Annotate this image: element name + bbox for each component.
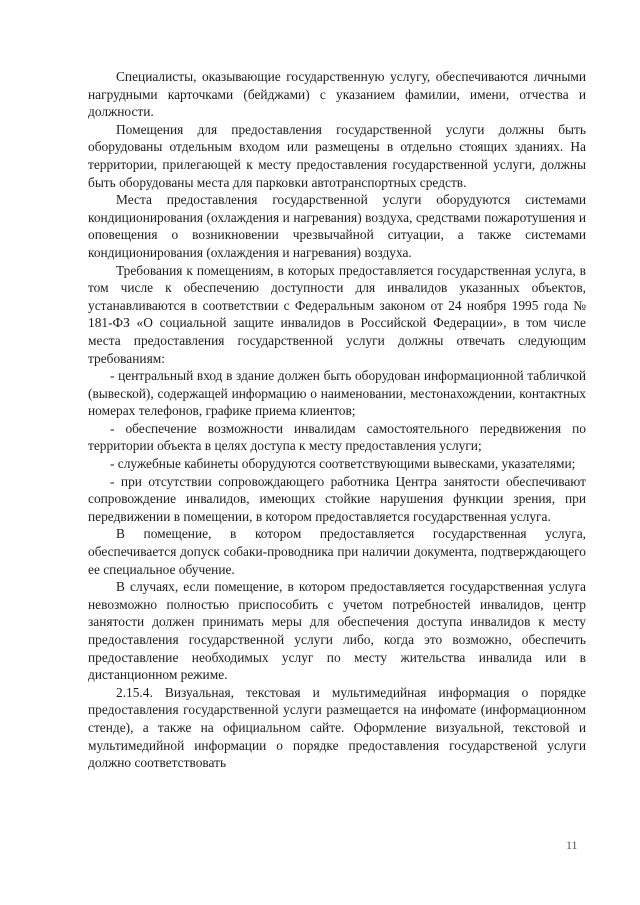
paragraph-badges: Специалисты, оказывающие государственную услугу, обеспечиваются личными нагрудными карточками (бейджами) с указанием фамилии, имени, отчества и должности.: [88, 69, 586, 120]
paragraph-accessibility-requirements: Требования к помещениям, в которых предоставляется государственная услуга, в том числе к обеспечению доступности для инвалидов указанных объектов, устанавливаются в соответствии с Федеральным законом от 24 ноября 1995 года № 181-ФЗ «О социальной защите инвалидов в Российской Федерации», в том числе места предоставления государственной услуги должны отвечать следующим требованиям:: [88, 262, 586, 366]
list-item-escort: - при отсутствии сопровождающего работника Центра занятости обеспечивают сопровождение инвалидов, имеющих стойкие нарушения функции зрения, при передвижении в помещении, в котором предоставляется государственная услуга.: [88, 473, 586, 524]
paragraph-premises-systems: Места предоставления государственной услуги оборудуются системами кондиционирования (охлаждения и нагревания) воздуха, средствами пожаротушения и оповещения о возникновении чрезвычайной ситуации, а также системами кондиционирования (охлаждения и нагревания) воздуха.: [88, 192, 586, 260]
document-body: [88, 68, 586, 772]
list-item-entrance-sign: - центральный вход в здание должен быть оборудован информационной табличкой (вывеской), содержащей информацию о наименовании, местонахождении, контактных номерах телефонов, графике приема клиентов;: [88, 368, 586, 419]
list-item-office-signs: - служебные кабинеты оборудуются соответствующими вывесками, указателями;: [110, 456, 576, 472]
paragraph-premises-entrance: Помещения для предоставления государственной услуги должны быть оборудованы отдельным входом или размещены в отдельно стоящих зданиях. На территории, прилегающей к месту предоставления государственной услуги, должны быть оборудованы места для парковки автотранспортных средств.: [88, 121, 586, 190]
paragraph-section-2-15-4: 2.15.4. Визуальная, текстовая и мультимедийная информация о порядке предоставления государственной услуги размещается на инфомате (информационном стенде), а также на официальном сайте. Оформление визуальной, текстовой и мультимедийной информации о порядке предоставления государственой услуги должно соответствовать: [88, 684, 586, 771]
list-item-independent-movement: - обеспечение возможности инвалидам самостоятельного передвижения по территории объекта в целях доступа к месту предоставления услуги;: [88, 420, 586, 454]
page-number: 11: [566, 838, 578, 852]
paragraph-adaptation-measures: В случаях, если помещение, в котором предоставляется государственная услуга невозможно полностью приспособить с учетом потребностей инвалидов, центр занятости должен принимать меры для обеспечения доступа инвалидов к месту предоставления государственной услуги либо, когда это возможно, обеспечить предоставление необходимых услуг по месту жительства инвалида или в дистанционном режиме.: [88, 579, 586, 683]
paragraph-guide-dog: В помещение, в котором предоставляется государственная услуга, обеспечивается допуск собаки-проводника при наличии документа, подтверждающего ее специальное обучение.: [88, 526, 586, 577]
